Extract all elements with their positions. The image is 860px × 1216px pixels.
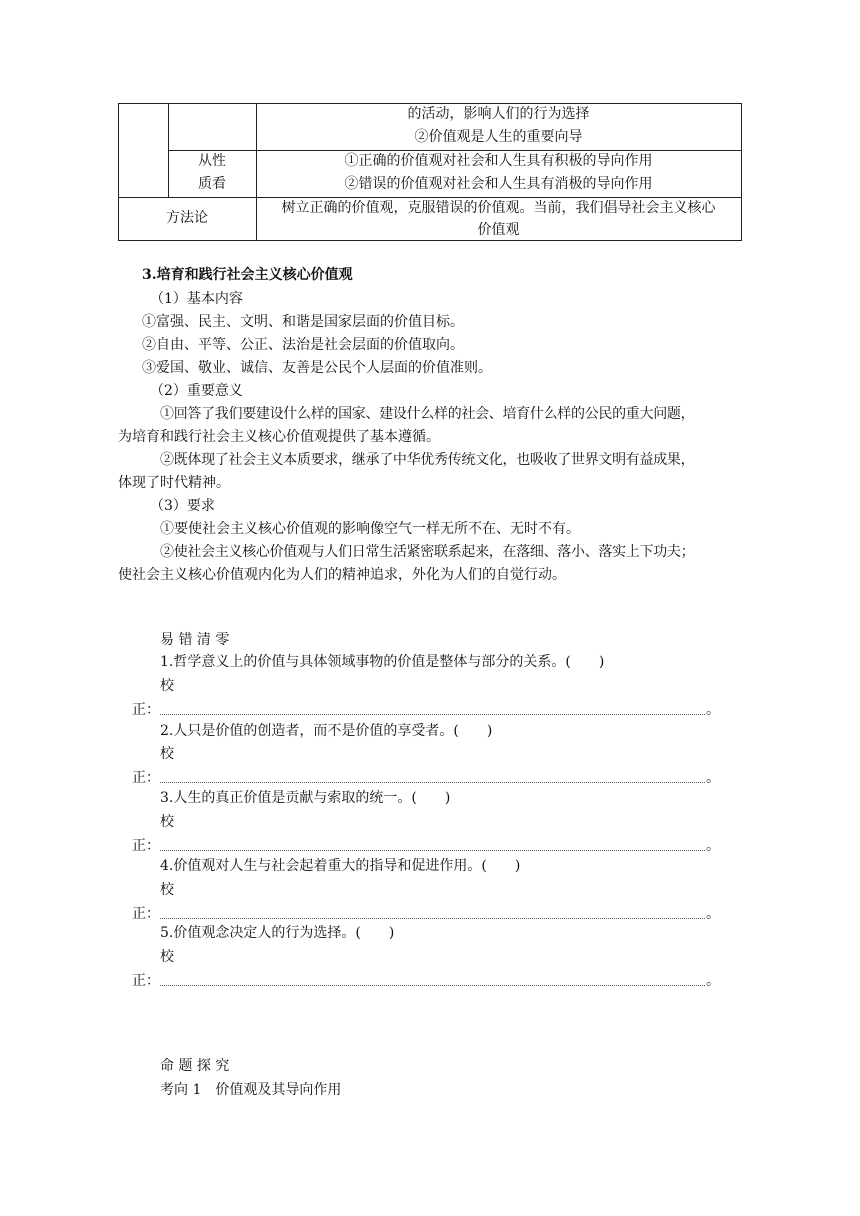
section3-sub1: （1）基本内容	[150, 291, 243, 307]
section3-sub3-p2-line1: ②使社会主义核心价值观与人们日常生活紧密联系起来，在落细、落小、落实上下功夫；	[160, 544, 695, 560]
explore-topic: 考向 1 价值观及其导向作用	[160, 1082, 342, 1098]
section3-title: 3.培育和践行社会主义核心价值观	[142, 267, 353, 283]
error-item-3-period: 。	[706, 838, 720, 854]
table-row1-line1: 的活动，影响人们的行为选择	[407, 106, 590, 122]
section3-sub3-p2-line2: 使社会主义核心价值观内化为人们的精神追求，外化为人们的自觉行动。	[118, 567, 566, 583]
error-item-1: 1.哲学意义上的价值与具体领域事物的价值是整体与部分的关系。( )	[160, 654, 605, 670]
table-row2-line2: ②错误的价值观对社会和人生具有消极的导向作用	[344, 176, 653, 192]
error-item-2-correct-label: 校	[160, 746, 174, 762]
section3-sub3-p1: ①要使社会主义核心价值观的影响像空气一样无所不在、无时不有。	[160, 521, 580, 537]
error-item-5: 5.价值观念决定人的行为选择。( )	[160, 925, 395, 941]
error-item-3-answer-line[interactable]	[160, 850, 705, 851]
explore-heading: 命 题 探 究	[160, 1058, 230, 1074]
error-item-5-period: 。	[706, 973, 720, 989]
error-item-5-correct-label: 校	[160, 949, 174, 965]
table-row3-line1: 树立正确的价值观，克服错误的价值观。当前，我们倡导社会主义核心	[281, 200, 716, 216]
table-row2-line1: ①正确的价值观对社会和人生具有积极的导向作用	[344, 153, 653, 169]
error-item-1-answer-line[interactable]	[160, 714, 705, 715]
error-item-3-correct-label: 校	[160, 814, 174, 830]
error-item-3: 3.人生的真正价值是贡献与索取的统一。( )	[160, 790, 451, 806]
error-item-3-correct-prefix: 正：	[132, 838, 160, 854]
section3-sub2-p2-line1: ②既体现了社会主义本质要求，继承了中华优秀传统文化，也吸收了世界文明有益成果，	[160, 452, 695, 468]
table-row2-label-line2: 质看	[198, 176, 226, 192]
section3-sub1-item1: ①富强、民主、文明、和谐是国家层面的价值目标。	[142, 314, 464, 330]
table-row1-line2: ②价值观是人生的重要向导	[414, 129, 583, 145]
table-row2-label-line1: 从性	[198, 153, 226, 169]
error-item-1-period: 。	[706, 702, 720, 718]
errors-heading: 易 错 清 零	[160, 632, 230, 648]
section3-sub3: （3）要求	[150, 498, 215, 514]
error-item-4-period: 。	[706, 906, 720, 922]
section3-sub1-item2: ②自由、平等、公正、法治是社会层面的价值取向。	[142, 337, 464, 353]
section3-sub1-item3: ③爱国、敬业、诚信、友善是公民个人层面的价值准则。	[142, 360, 492, 376]
error-item-4-answer-line[interactable]	[160, 918, 705, 919]
section3-sub2: （2）重要意义	[150, 383, 243, 399]
error-item-2-answer-line[interactable]	[160, 782, 705, 783]
error-item-5-correct-prefix: 正：	[132, 973, 160, 989]
error-item-1-correct-label: 校	[160, 678, 174, 694]
error-item-1-correct-prefix: 正：	[132, 702, 160, 718]
error-item-2-correct-prefix: 正：	[132, 770, 160, 786]
error-item-5-answer-line[interactable]	[160, 985, 705, 986]
error-item-4-correct-label: 校	[160, 882, 174, 898]
section3-sub2-p1-line1: ①回答了我们要建设什么样的国家、建设什么样的社会、培育什么样的公民的重大问题，	[160, 406, 695, 422]
table-row3-line2: 价值观	[477, 222, 520, 238]
section3-sub2-p1-line2: 为培育和践行社会主义核心价值观提供了基本遵循。	[118, 429, 440, 445]
error-item-2-period: 。	[706, 770, 720, 786]
summary-table	[118, 103, 742, 241]
error-item-4-correct-prefix: 正：	[132, 906, 160, 922]
table-row3-label: 方法论	[166, 210, 208, 226]
section3-sub2-p2-line2: 体现了时代精神。	[118, 475, 230, 491]
error-item-2: 2.人只是价值的创造者，而不是价值的享受者。( )	[160, 723, 493, 739]
error-item-4: 4.价值观对人生与社会起着重大的指导和促进作用。( )	[160, 858, 521, 874]
